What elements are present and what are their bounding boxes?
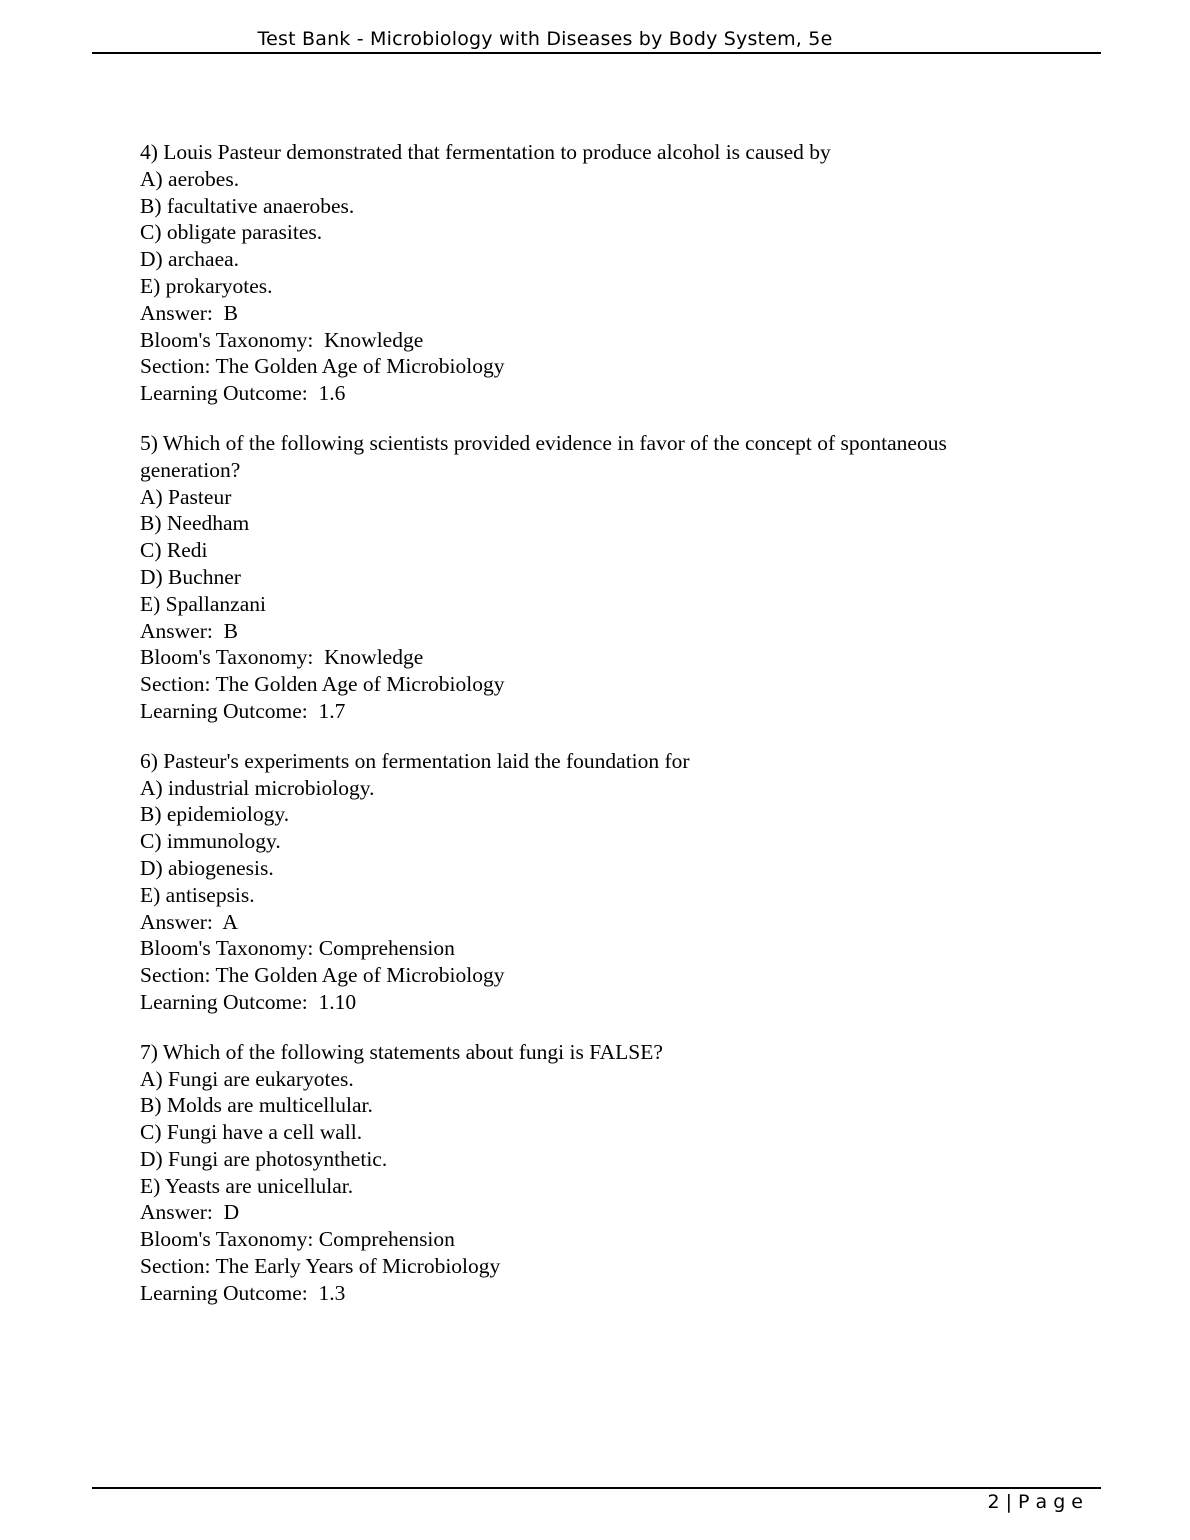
- section-label: Section: The Early Years of Microbiology: [140, 1254, 501, 1279]
- learning-outcome: Learning Outcome: 1.10: [140, 989, 357, 1014]
- blooms-taxonomy: Bloom's Taxonomy: Knowledge: [140, 327, 424, 352]
- blooms-taxonomy: Bloom's Taxonomy: Knowledge: [140, 645, 424, 670]
- learning-outcome: Learning Outcome: 1.3: [140, 1280, 346, 1305]
- answer-option: D) archaea.: [140, 247, 240, 272]
- answer-key: Answer: B: [140, 300, 238, 325]
- question-stem: 7) Which of the following statements about fungi is FALSE?: [140, 1039, 663, 1064]
- answer-option: A) Fungi are eukaryotes.: [140, 1066, 354, 1091]
- answer-option: E) Yeasts are unicellular.: [140, 1173, 354, 1198]
- learning-outcome: Learning Outcome: 1.7: [140, 698, 346, 723]
- question-stem: 5) Which of the following scientists provided evidence in favor of the concept of spontaneous: [140, 430, 947, 455]
- section-label: Section: The Golden Age of Microbiology: [140, 354, 505, 379]
- answer-option: C) Redi: [140, 538, 208, 563]
- blooms-taxonomy: Bloom's Taxonomy: Comprehension: [140, 1227, 455, 1252]
- header-divider: [92, 52, 1101, 54]
- answer-key: Answer: B: [140, 618, 238, 643]
- answer-option: B) Molds are multicellular.: [140, 1093, 373, 1118]
- answer-option: C) Fungi have a cell wall.: [140, 1120, 363, 1145]
- section-label: Section: The Golden Age of Microbiology: [140, 963, 505, 988]
- question-block: [140, 430, 1040, 725]
- answer-option: C) obligate parasites.: [140, 220, 323, 245]
- answer-key: Answer: D: [140, 1200, 240, 1225]
- page-header-title: Test Bank - Microbiology with Diseases by Body System, 5e: [257, 28, 833, 50]
- answer-option: B) Needham: [140, 511, 250, 536]
- question-stem: 4) Louis Pasteur demonstrated that fermentation to produce alcohol is caused by: [140, 140, 831, 164]
- question-list: [140, 139, 1040, 1330]
- answer-option: A) industrial microbiology.: [140, 775, 375, 800]
- page-number: 2 | P a g e: [987, 1491, 1083, 1513]
- answer-option: D) Fungi are photosynthetic.: [140, 1146, 388, 1171]
- answer-option: A) aerobes.: [140, 166, 240, 191]
- answer-option: E) Spallanzani: [140, 591, 266, 616]
- question-stem: 6) Pasteur's experiments on fermentation laid the foundation for: [140, 748, 690, 773]
- question-block: [140, 139, 1040, 407]
- blooms-taxonomy: Bloom's Taxonomy: Comprehension: [140, 936, 455, 961]
- question-block: [140, 748, 1040, 1016]
- answer-option: A) Pasteur: [140, 484, 232, 509]
- answer-option: B) facultative anaerobes.: [140, 193, 355, 218]
- answer-option: B) epidemiology.: [140, 802, 290, 827]
- answer-key: Answer: A: [140, 909, 238, 934]
- section-label: Section: The Golden Age of Microbiology: [140, 672, 505, 697]
- answer-option: D) abiogenesis.: [140, 855, 274, 880]
- footer-divider: [92, 1487, 1101, 1489]
- question-stem: generation?: [140, 457, 241, 482]
- answer-option: D) Buchner: [140, 564, 241, 589]
- learning-outcome: Learning Outcome: 1.6: [140, 381, 346, 406]
- question-block: [140, 1039, 1040, 1307]
- answer-option: C) immunology.: [140, 829, 281, 854]
- answer-option: E) antisepsis.: [140, 882, 255, 907]
- answer-option: E) prokaryotes.: [140, 273, 273, 298]
